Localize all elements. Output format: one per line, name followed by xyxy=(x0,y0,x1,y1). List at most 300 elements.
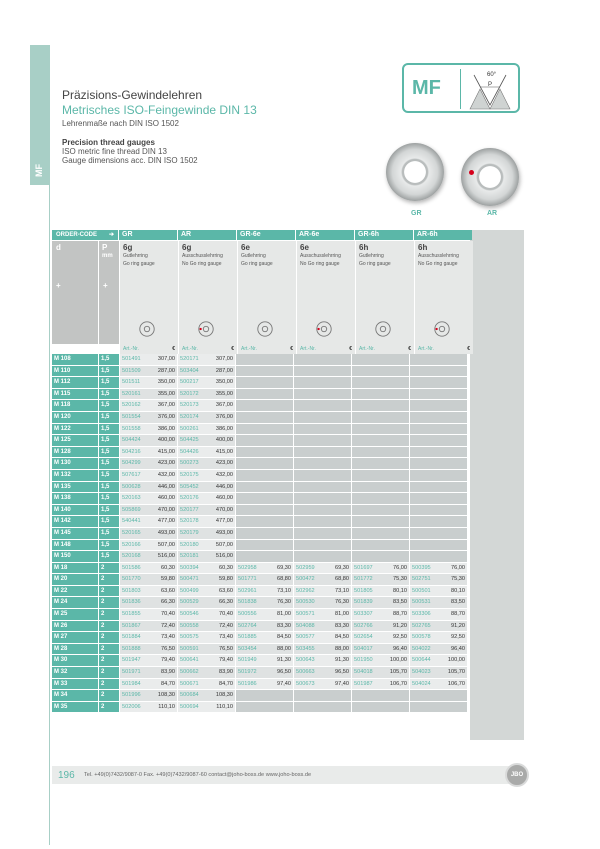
cell-article-number: 501855 xyxy=(120,609,149,621)
cell-price xyxy=(323,551,351,563)
cell-price xyxy=(381,412,409,424)
cell-price: 66,30 xyxy=(149,597,177,609)
cell-price: 88,70 xyxy=(381,609,409,621)
cell-article-number xyxy=(410,493,439,505)
cell-article-number: 502959 xyxy=(294,563,323,575)
cell-price: 516,00 xyxy=(149,551,177,563)
cell-article-number xyxy=(236,424,265,436)
cell-price xyxy=(323,493,351,505)
cell-article-number xyxy=(410,412,439,424)
cell-pitch: 1,5 xyxy=(99,354,119,366)
cell-article-number: 500663 xyxy=(294,667,323,679)
side-rule xyxy=(49,45,50,845)
cell-price: 105,70 xyxy=(439,667,467,679)
cell-article-number: 501996 xyxy=(120,690,149,702)
cell-article-number: 500628 xyxy=(120,482,149,494)
cell-price xyxy=(381,505,409,517)
cell-price: 60,30 xyxy=(207,563,235,575)
cell-diameter: M 24 xyxy=(52,597,98,609)
group-desc-gr-6e: 6e Gutlehrring Go ring gauge xyxy=(238,241,296,344)
cell-diameter: M 32 xyxy=(52,667,98,679)
cell-pitch: 2 xyxy=(99,597,119,609)
cell-price xyxy=(381,482,409,494)
badge-pitch: P xyxy=(488,82,493,88)
cell-price xyxy=(323,447,351,459)
cell-article-number: 500662 xyxy=(178,667,207,679)
cell-price xyxy=(265,551,293,563)
cell-price: 367,00 xyxy=(207,400,235,412)
cell-price xyxy=(265,354,293,366)
cell-article-number: 504424 xyxy=(120,435,149,447)
cell-price: 66,30 xyxy=(207,597,235,609)
cell-article-number: 503455 xyxy=(294,644,323,656)
cell-article-number xyxy=(410,389,439,401)
cell-article-number xyxy=(352,516,381,528)
cell-price: 287,00 xyxy=(149,366,177,378)
cell-article-number xyxy=(236,435,265,447)
cell-article-number xyxy=(352,400,381,412)
cell-price: 69,30 xyxy=(323,563,351,575)
cell-article-number: 500571 xyxy=(294,609,323,621)
col-d-header: d + xyxy=(52,241,98,344)
cell-article-number: 520172 xyxy=(178,389,207,401)
cell-price: 84,70 xyxy=(149,679,177,691)
norm-en: Gauge dimensions acc. DIN ISO 1502 xyxy=(62,156,198,165)
subheader-ar: Art.-Nr. € xyxy=(179,344,237,354)
table-row xyxy=(52,655,524,667)
norm-de: Lehrenmaße nach DIN ISO 1502 xyxy=(62,119,179,128)
cell-price: 460,00 xyxy=(149,493,177,505)
cell-article-number xyxy=(236,690,265,702)
cell-article-number: 502764 xyxy=(236,621,265,633)
cell-diameter: M 148 xyxy=(52,540,98,552)
cell-price: 83,30 xyxy=(265,621,293,633)
cell-price xyxy=(439,482,467,494)
cell-price: 73,10 xyxy=(265,586,293,598)
cell-price: 68,80 xyxy=(323,574,351,586)
cell-price xyxy=(439,505,467,517)
cell-pitch: 1,5 xyxy=(99,447,119,459)
cell-price: 400,00 xyxy=(149,435,177,447)
cell-price xyxy=(381,366,409,378)
cell-article-number xyxy=(294,528,323,540)
cell-article-number xyxy=(294,551,323,563)
cell-article-number: 502961 xyxy=(236,586,265,598)
cell-diameter: M 125 xyxy=(52,435,98,447)
cell-article-number xyxy=(352,435,381,447)
cell-article-number: 501836 xyxy=(120,597,149,609)
subheader-gr-6e: Art.-Nr. € xyxy=(238,344,296,354)
cell-article-number: 500546 xyxy=(178,609,207,621)
cell-article-number: 500556 xyxy=(236,609,265,621)
cell-price xyxy=(265,447,293,459)
cell-pitch: 2 xyxy=(99,655,119,667)
cell-price xyxy=(323,528,351,540)
cell-diameter: M 108 xyxy=(52,354,98,366)
cell-diameter: M 140 xyxy=(52,505,98,517)
cell-price: 493,00 xyxy=(207,528,235,540)
cell-price: 432,00 xyxy=(207,470,235,482)
cell-price: 83,90 xyxy=(207,667,235,679)
cell-article-number xyxy=(236,377,265,389)
cell-price xyxy=(265,482,293,494)
cell-article-number xyxy=(294,447,323,459)
cell-article-number xyxy=(294,505,323,517)
cell-price: 96,40 xyxy=(381,644,409,656)
badge-angle: 60° xyxy=(487,72,497,78)
cell-article-number xyxy=(294,412,323,424)
cell-price: 516,00 xyxy=(207,551,235,563)
cell-price: 367,00 xyxy=(149,400,177,412)
cell-article-number xyxy=(294,482,323,494)
cell-price: 73,40 xyxy=(207,632,235,644)
table-row xyxy=(52,574,524,586)
cell-price: 69,30 xyxy=(265,563,293,575)
cell-article-number xyxy=(352,702,381,714)
cell-pitch: 2 xyxy=(99,563,119,575)
cell-price xyxy=(381,516,409,528)
table-row xyxy=(52,528,524,540)
cell-pitch: 1,5 xyxy=(99,435,119,447)
cell-article-number xyxy=(236,366,265,378)
cell-price: 73,40 xyxy=(149,632,177,644)
cell-price: 81,00 xyxy=(323,609,351,621)
table-row xyxy=(52,482,524,494)
cell-price xyxy=(439,540,467,552)
group-desc-ar-6h: 6h Ausschusslehrring No Go ring gauge xyxy=(415,241,473,344)
cell-diameter: M 150 xyxy=(52,551,98,563)
cell-price xyxy=(323,540,351,552)
cell-article-number xyxy=(352,551,381,563)
cell-article-number: 500671 xyxy=(178,679,207,691)
cell-article-number xyxy=(410,424,439,436)
nogo-gauge-icon xyxy=(197,320,215,338)
cell-pitch: 2 xyxy=(99,621,119,633)
cell-price: 432,00 xyxy=(149,470,177,482)
cell-article-number: 500499 xyxy=(178,586,207,598)
cell-article-number: 520165 xyxy=(120,528,149,540)
cell-article-number: 504022 xyxy=(410,644,439,656)
cell-price xyxy=(381,493,409,505)
cell-pitch: 1,5 xyxy=(99,458,119,470)
cell-article-number xyxy=(294,540,323,552)
cell-article-number: 501803 xyxy=(120,586,149,598)
cell-article-number: 503307 xyxy=(352,609,381,621)
cell-price xyxy=(381,354,409,366)
cell-price xyxy=(439,424,467,436)
cell-price: 97,40 xyxy=(323,679,351,691)
table-row xyxy=(52,632,524,644)
cell-price xyxy=(381,400,409,412)
cell-article-number xyxy=(352,505,381,517)
cell-diameter: M 30 xyxy=(52,655,98,667)
cell-pitch: 2 xyxy=(99,644,119,656)
cell-price: 350,00 xyxy=(207,377,235,389)
table-row xyxy=(52,551,524,563)
cell-article-number: 501884 xyxy=(120,632,149,644)
cell-article-number: 505869 xyxy=(120,505,149,517)
cell-article-number: 520173 xyxy=(178,400,207,412)
table-row xyxy=(52,389,524,401)
cell-price: 307,00 xyxy=(207,354,235,366)
cell-price xyxy=(323,702,351,714)
cell-article-number: 501509 xyxy=(120,366,149,378)
cell-diameter: M 26 xyxy=(52,621,98,633)
cell-article-number: 501770 xyxy=(120,574,149,586)
cell-price xyxy=(265,424,293,436)
gauge-table xyxy=(52,230,524,713)
cell-price: 400,00 xyxy=(207,435,235,447)
cell-article-number: 500644 xyxy=(410,655,439,667)
cell-price: 423,00 xyxy=(149,458,177,470)
cell-price: 106,70 xyxy=(439,679,467,691)
cell-article-number xyxy=(352,540,381,552)
cell-diameter: M 120 xyxy=(52,412,98,424)
cell-price xyxy=(323,377,351,389)
cell-pitch: 1,5 xyxy=(99,551,119,563)
cell-pitch: 2 xyxy=(99,679,119,691)
cell-price xyxy=(439,400,467,412)
cell-pitch: 2 xyxy=(99,632,119,644)
cell-article-number: 520181 xyxy=(178,551,207,563)
group-desc-ar-6e: 6e Ausschusslehrring No Go ring gauge xyxy=(297,241,355,344)
cell-article-number: 504216 xyxy=(120,447,149,459)
cell-price: 470,00 xyxy=(207,505,235,517)
cell-article-number: 501972 xyxy=(236,667,265,679)
cell-price: 81,00 xyxy=(265,609,293,621)
cell-article-number xyxy=(236,551,265,563)
subheader-gr-6h: Art.-Nr. € xyxy=(356,344,414,354)
subtitle-de: Metrisches ISO-Feingewinde DIN 13 xyxy=(62,103,257,117)
cell-article-number: 504426 xyxy=(178,447,207,459)
cell-price: 83,90 xyxy=(149,667,177,679)
cell-article-number: 507617 xyxy=(120,470,149,482)
cell-article-number xyxy=(236,412,265,424)
cell-article-number: 501947 xyxy=(120,655,149,667)
side-tab-label: MF xyxy=(34,164,44,177)
cell-price xyxy=(381,540,409,552)
cell-price: 105,70 xyxy=(381,667,409,679)
cell-article-number: 501805 xyxy=(352,586,381,598)
cell-pitch: 1,5 xyxy=(99,377,119,389)
subheader-gr: Art.-Nr. € xyxy=(120,344,178,354)
cell-price: 355,00 xyxy=(149,389,177,401)
cell-pitch: 1,5 xyxy=(99,505,119,517)
cell-pitch: 2 xyxy=(99,586,119,598)
order-code-row xyxy=(52,230,524,240)
cell-article-number: 500530 xyxy=(294,597,323,609)
cell-price: 76,50 xyxy=(149,644,177,656)
cell-price: 106,70 xyxy=(381,679,409,691)
table-row xyxy=(52,447,524,459)
cell-article-number: 520166 xyxy=(120,540,149,552)
cell-price: 92,50 xyxy=(439,632,467,644)
cell-article-number xyxy=(352,412,381,424)
gr-caption: GR xyxy=(411,210,422,217)
table-row xyxy=(52,621,524,633)
cell-diameter: M 25 xyxy=(52,609,98,621)
cell-article-number xyxy=(294,389,323,401)
cell-price: 88,00 xyxy=(323,644,351,656)
table-row xyxy=(52,458,524,470)
cell-price xyxy=(381,528,409,540)
table-row xyxy=(52,667,524,679)
cell-price xyxy=(381,458,409,470)
cell-pitch: 2 xyxy=(99,609,119,621)
cell-article-number: 520176 xyxy=(178,493,207,505)
cell-price: 83,30 xyxy=(323,621,351,633)
table-row xyxy=(52,412,524,424)
cell-pitch: 1,5 xyxy=(99,540,119,552)
cell-price: 75,30 xyxy=(439,574,467,586)
cell-diameter: M 145 xyxy=(52,528,98,540)
cell-article-number: 520161 xyxy=(120,389,149,401)
cell-article-number xyxy=(236,493,265,505)
cell-price xyxy=(439,377,467,389)
cell-article-number: 500694 xyxy=(178,702,207,714)
cell-price: 70,40 xyxy=(149,609,177,621)
cell-article-number: 501950 xyxy=(352,655,381,667)
cell-price: 63,60 xyxy=(207,586,235,598)
cell-price xyxy=(265,412,293,424)
cell-pitch: 2 xyxy=(99,574,119,586)
cell-article-number: 501554 xyxy=(120,412,149,424)
cell-article-number: 501772 xyxy=(352,574,381,586)
table-row xyxy=(52,505,524,517)
cell-article-number: 504023 xyxy=(410,667,439,679)
cell-article-number xyxy=(410,540,439,552)
cell-article-number: 500529 xyxy=(178,597,207,609)
cell-article-number: 500641 xyxy=(178,655,207,667)
cell-article-number: 501971 xyxy=(120,667,149,679)
cell-article-number: 501885 xyxy=(236,632,265,644)
cell-diameter: M 135 xyxy=(52,482,98,494)
cell-article-number xyxy=(352,493,381,505)
cell-price xyxy=(439,366,467,378)
cell-article-number xyxy=(352,447,381,459)
cell-article-number: 501558 xyxy=(120,424,149,436)
cell-article-number xyxy=(294,377,323,389)
cell-price xyxy=(381,551,409,563)
cell-price xyxy=(323,366,351,378)
cell-price xyxy=(439,551,467,563)
cell-price xyxy=(323,505,351,517)
cell-article-number: 501986 xyxy=(236,679,265,691)
cell-article-number xyxy=(236,447,265,459)
cell-article-number xyxy=(236,540,265,552)
cell-price: 76,30 xyxy=(323,597,351,609)
cell-article-number xyxy=(236,389,265,401)
cell-pitch: 2 xyxy=(99,667,119,679)
table-header xyxy=(52,241,524,344)
cell-article-number: 502654 xyxy=(352,632,381,644)
cell-price: 507,00 xyxy=(149,540,177,552)
cell-price xyxy=(323,435,351,447)
cell-article-number: 503404 xyxy=(178,366,207,378)
cell-price xyxy=(381,435,409,447)
cell-price: 91,30 xyxy=(265,655,293,667)
table-row xyxy=(52,400,524,412)
cell-diameter: M 130 xyxy=(52,458,98,470)
cell-price: 307,00 xyxy=(149,354,177,366)
table-row xyxy=(52,470,524,482)
cell-article-number: 501491 xyxy=(120,354,149,366)
cell-article-number xyxy=(236,400,265,412)
group-header-ar: AR xyxy=(178,230,236,240)
cell-article-number: 520175 xyxy=(178,470,207,482)
group-header-gr: GR xyxy=(119,230,177,240)
cell-pitch: 1,5 xyxy=(99,482,119,494)
cell-article-number: 500394 xyxy=(178,563,207,575)
cell-article-number: 540441 xyxy=(120,516,149,528)
cell-article-number xyxy=(410,528,439,540)
cell-diameter: M 35 xyxy=(52,702,98,714)
group-desc-gr-6h: 6h Gutlehrring Go ring gauge xyxy=(356,241,414,344)
table-row xyxy=(52,493,524,505)
column-subheaders xyxy=(52,344,524,354)
table-row xyxy=(52,516,524,528)
cell-price: 84,50 xyxy=(265,632,293,644)
cell-pitch: 2 xyxy=(99,702,119,714)
cell-article-number xyxy=(294,366,323,378)
cell-diameter: M 128 xyxy=(52,447,98,459)
cell-diameter: M 115 xyxy=(52,389,98,401)
cell-diameter: M 18 xyxy=(52,563,98,575)
cell-price xyxy=(439,412,467,424)
cell-article-number: 500501 xyxy=(410,586,439,598)
thread-badge xyxy=(402,63,520,113)
cell-price xyxy=(381,389,409,401)
table-row xyxy=(52,690,524,702)
table-row xyxy=(52,540,524,552)
cell-price xyxy=(265,540,293,552)
thread-profile-icon xyxy=(466,67,516,111)
table-row xyxy=(52,597,524,609)
ar-caption: AR xyxy=(487,210,498,217)
cell-price: 110,10 xyxy=(207,702,235,714)
nogo-gauge-icon xyxy=(433,320,451,338)
cell-price: 460,00 xyxy=(207,493,235,505)
table-row xyxy=(52,644,524,656)
cell-pitch: 1,5 xyxy=(99,366,119,378)
cell-article-number: 500531 xyxy=(410,597,439,609)
table-row xyxy=(52,609,524,621)
cell-price xyxy=(439,702,467,714)
cell-price: 60,30 xyxy=(149,563,177,575)
cell-article-number: 501949 xyxy=(236,655,265,667)
cell-price xyxy=(265,470,293,482)
cell-article-number: 501771 xyxy=(236,574,265,586)
company-logo: JBO xyxy=(505,763,529,787)
cell-article-number: 500684 xyxy=(178,690,207,702)
cell-article-number: 502006 xyxy=(120,702,149,714)
cell-price xyxy=(265,389,293,401)
cell-article-number xyxy=(352,424,381,436)
cell-price: 70,40 xyxy=(207,609,235,621)
cell-price xyxy=(323,690,351,702)
cell-article-number: 520174 xyxy=(178,412,207,424)
group-desc-gr: 6g Gutlehrring Go ring gauge xyxy=(120,241,178,344)
cell-price: 73,10 xyxy=(323,586,351,598)
group-header-ar-6h: AR-6h xyxy=(414,230,472,240)
cell-price xyxy=(381,690,409,702)
cell-pitch: 1,5 xyxy=(99,493,119,505)
cell-article-number: 504425 xyxy=(178,435,207,447)
cell-article-number xyxy=(352,528,381,540)
cell-diameter: M 112 xyxy=(52,377,98,389)
cell-price: 63,60 xyxy=(149,586,177,598)
cell-price xyxy=(323,458,351,470)
